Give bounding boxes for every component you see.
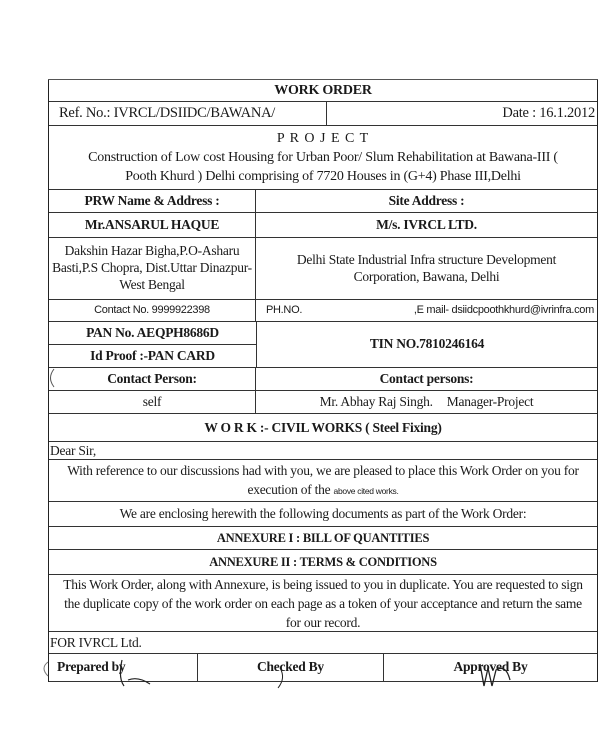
prw-contact-no: Contact No. 9999922398	[49, 300, 256, 321]
for-company: FOR IVRCL Ltd.	[49, 632, 597, 654]
site-contact-person: Mr. Abhay Raj Singh.	[319, 393, 433, 409]
preparer-signature	[120, 660, 150, 686]
site-address-line-2: Corporation, Bawana, Delhi	[353, 268, 500, 284]
prw-contact-person-label: Contact Person:	[49, 368, 256, 390]
work-order-document	[48, 80, 598, 682]
para1-line-1: With reference to our discussions had with you, we are pleased to place this Work Order on you for	[67, 462, 579, 478]
site-email: ,E mail- dsiidcpoothkhurd@ivrinfra.com	[413, 303, 594, 316]
title: WORK ORDER	[49, 80, 597, 102]
project-heading: P R O J E C T	[276, 131, 370, 146]
prw-contact-person: self	[49, 391, 256, 413]
prw-header: PRW Name & Address :	[49, 190, 256, 212]
salutation: Dear Sir,	[49, 442, 597, 460]
project-line-1: Construction of Low cost Housing for Urban Poor/ Slum Rehabilitation at Bawana-III (	[88, 150, 558, 165]
prepared-by: Prepared by	[49, 654, 198, 681]
site-address	[256, 238, 597, 299]
site-address-line-1: Delhi State Industrial Infra structure Development	[296, 251, 557, 267]
para2-line-3: for our record.	[285, 614, 361, 630]
prw-address-line-1: Dakshin Hazar Bigha,P.O-Asharu	[64, 243, 240, 259]
site-contact-role: Manager-Project	[446, 393, 534, 409]
hole-punch-mark	[44, 366, 64, 390]
para1-line-2a: execution of the	[247, 481, 331, 497]
prw-address-line-3: West Bengal	[119, 276, 185, 292]
work-description: W O R K :- CIVIL WORKS ( Steel Fixing)	[49, 414, 597, 442]
para2-line-1: This Work Order, along with Annexure, is being issued to you in duplicate. You are requested to sign	[63, 576, 583, 592]
hole-punch-mark	[44, 662, 48, 676]
site-header: Site Address :	[388, 192, 465, 208]
para2-line-2: the duplicate copy of the work order on each page as a token of your acceptance and return the same	[64, 595, 582, 611]
project-line-2: Pooth Khurd ) Delhi comprising of 7720 Houses in (G+4) Phase III,Delhi	[125, 169, 521, 184]
prw-id-proof: Id Proof :-PAN CARD	[90, 347, 215, 363]
site-tin-no: TIN NO.7810246164	[369, 336, 485, 352]
signature-marks	[40, 650, 600, 690]
prw-address-line-2: Basti,P.S Chopra, Dist.Uttar Dinazpur-	[52, 260, 252, 276]
prw-name: Mr.ANSARUL HAQUE	[49, 213, 256, 237]
annexure-1: ANNEXURE I : BILL OF QUANTITIES	[49, 527, 597, 550]
para1-line-2b: above cited works.	[333, 485, 399, 496]
prw-address	[49, 238, 256, 299]
checked-by: Checked By	[198, 654, 384, 681]
prw-pan-no: PAN No. AEQPH8686D	[49, 322, 256, 345]
site-contact-persons-label: Contact persons:	[379, 370, 474, 386]
annexure-2: ANNEXURE II : TERMS & CONDITIONS	[49, 550, 597, 575]
approver-signature	[480, 664, 510, 686]
checker-signature	[278, 668, 283, 688]
site-phone-label: PH.NO.	[266, 303, 303, 316]
date: Date : 16.1.2012	[502, 105, 595, 122]
site-name: M/s. IVRCL LTD.	[376, 216, 477, 232]
approved-by: Approved By	[453, 659, 528, 675]
enclosing-text: We are enclosing herewith the following documents as part of the Work Order:	[49, 502, 597, 527]
ref-no: Ref. No.: IVRCL/DSIIDC/BAWANA/	[49, 102, 327, 125]
